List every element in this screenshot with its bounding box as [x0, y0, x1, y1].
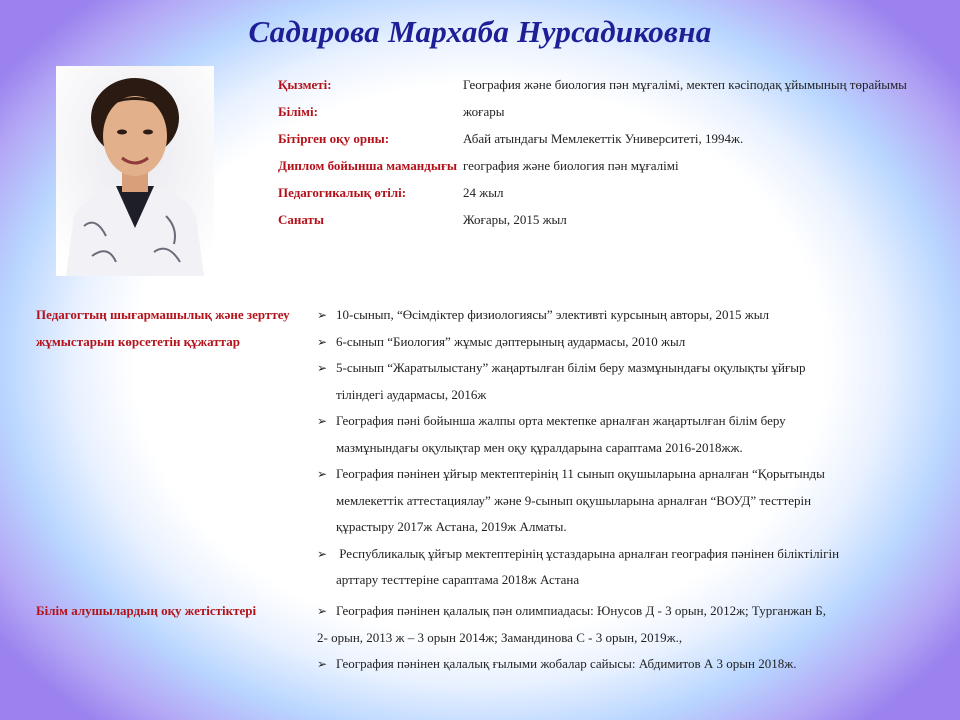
- info-row-education: [278, 103, 918, 121]
- info-value: 24 жыл: [463, 185, 504, 200]
- bullet-arrow-icon: ➢: [317, 546, 328, 561]
- list-item-text: География пәнінен қалалық ғылыми жобалар сайысы: Абдимитов А 3 орын 2018ж.: [336, 656, 797, 671]
- portrait-photo: [56, 66, 214, 276]
- bullet-arrow-icon: ➢: [317, 467, 328, 481]
- info-row-institution: [278, 130, 918, 148]
- list-item-text: География пәнінен ұйғыр мектептерінің 11 сынып оқушыларына арналған “Қорытынды: [336, 466, 825, 481]
- list-item-text: 6-сынып “Биология” жұмыс дәптерының аудармасы, 2010 жыл: [336, 333, 686, 349]
- list-item: [317, 541, 917, 594]
- list-item: [317, 461, 917, 541]
- list-item: [317, 598, 917, 651]
- info-label: Білімі:: [278, 104, 318, 119]
- info-value: Жоғары, 2015 жыл: [463, 212, 567, 227]
- list-item: [317, 408, 917, 461]
- info-row-category: [278, 211, 918, 229]
- section-creative-work-label: Педагогтың шығармашылық және зерттеу жұмыстарын көрсететін құжаттар: [36, 307, 290, 349]
- info-value: география және биология пән мұғалімі: [463, 158, 679, 173]
- list-item-text: 5-сынып “Жаратылыстану” жаңартылған білім беру мазмұнындағы оқулықты ұйғыр: [336, 360, 806, 375]
- bullet-arrow-icon: ➢: [317, 604, 328, 618]
- info-label: Қызметі:: [278, 77, 332, 92]
- bullet-arrow-icon: ➢: [317, 361, 328, 375]
- info-label: Санаты: [278, 212, 325, 227]
- list-item-text: 10-сынып, “Өсімдіктер физиологиясы” элективті курсының авторы, 2015 жыл: [336, 307, 769, 322]
- info-label: Диплом бойынша мамандығы: [278, 158, 458, 173]
- list-item-text: География пәнінен қалалық пән олимпиадасы: Юнусов Д - 3 орын, 2012ж; Турганжан Б,: [336, 603, 826, 618]
- info-label: Педагогикалық өтілі:: [278, 185, 407, 200]
- info-value: жоғары: [463, 104, 505, 119]
- section-achievements-list: [317, 598, 917, 678]
- portrait-image: [56, 66, 214, 276]
- personal-info-table: [278, 76, 918, 238]
- section-creative-work-list: [317, 302, 917, 594]
- list-item: [317, 651, 917, 678]
- list-item-text: Республикалық ұйғыр мектептерінің ұстаздарына арналған география пәнінен біліктілігін: [336, 545, 840, 561]
- list-item-continuation: 2- орын, 2013 ж – 3 орын 2014ж; Замандинова С - 3 орын, 2019ж.,: [317, 629, 683, 645]
- list-item-text: География пәні бойынша жалпы орта мектепке арналған жаңартылған білім беру: [336, 413, 786, 428]
- list-item-continuation: арттару тесттеріне сараптама 2018ж Астана: [336, 572, 580, 587]
- info-row-experience: [278, 184, 918, 202]
- list-item-continuation: тіліндегі аудармасы, 2016ж: [336, 386, 487, 402]
- info-value: География және биология пән мұғалімі, мектеп кәсіподақ ұйымының төрайымы: [463, 77, 907, 92]
- info-label: Бітірген оқу орны:: [278, 131, 390, 146]
- info-row-diploma: [278, 157, 918, 175]
- list-item-continuation: мемлекеттік аттестациялау” және 9-сынып оқушыларына арналған “ВОУД” тесттерін: [336, 492, 812, 508]
- bullet-arrow-icon: ➢: [317, 657, 328, 671]
- bullet-arrow-icon: ➢: [317, 414, 328, 428]
- page-title: Садирова Мархаба Нурсадиковна: [248, 14, 712, 49]
- list-item: [317, 329, 917, 356]
- info-value: Абай атындағы Мемлекеттік Университеті, 1994ж.: [463, 131, 744, 146]
- list-item-continuation: мазмұнындағы оқулықтар мен оқу құралдарына сараптама 2016-2018жж.: [336, 439, 743, 455]
- section-achievements-label: Білім алушылардың оқу жетістіктері: [36, 603, 257, 618]
- bullet-arrow-icon: ➢: [317, 308, 328, 322]
- list-item: [317, 302, 917, 329]
- list-item: [317, 355, 917, 408]
- info-row-position: [278, 76, 918, 94]
- list-item-continuation: құрастыру 2017ж Астана, 2019ж Алматы.: [336, 519, 567, 534]
- bullet-arrow-icon: ➢: [317, 334, 328, 349]
